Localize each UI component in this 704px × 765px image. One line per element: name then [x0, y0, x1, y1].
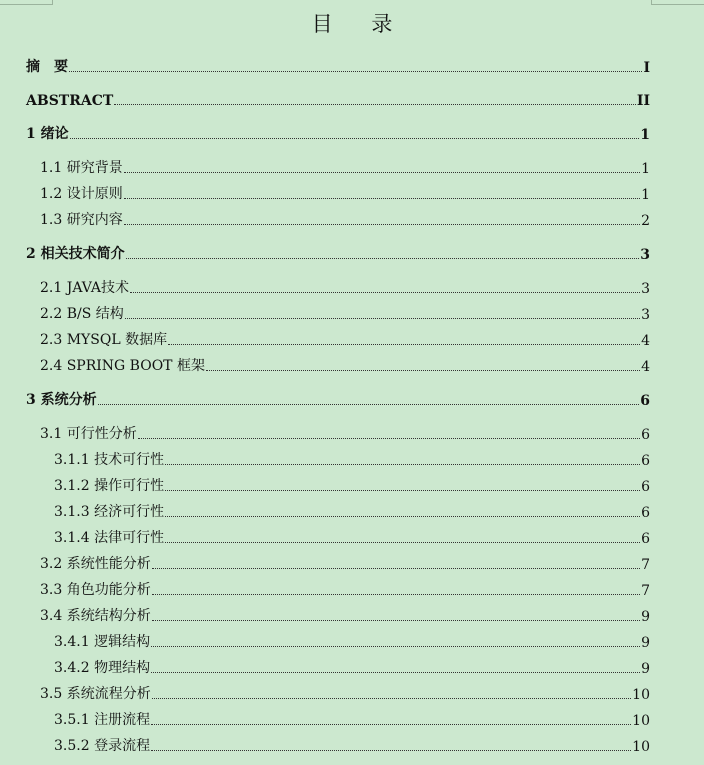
toc-page-number: 6 — [640, 393, 650, 409]
toc-title: 目 录 — [311, 12, 409, 36]
toc-entry-label: 3.1.4 法律可行性 — [54, 530, 165, 546]
toc-entry-label: 摘 要 — [26, 59, 68, 75]
toc-dot-leader — [152, 594, 640, 595]
toc-entry[interactable] — [54, 449, 650, 469]
toc-entry-label: 3.1 可行性分析 — [40, 426, 137, 442]
toc-page-number: 6 — [641, 427, 650, 443]
toc-entry-label: 1.3 研究内容 — [40, 212, 123, 228]
toc-entry-label: ABSTRACT — [26, 93, 114, 109]
toc-entry-label: 3.1.2 操作可行性 — [54, 478, 165, 494]
toc-page-number: 7 — [641, 583, 650, 599]
toc-entry-label: 3 系统分析 — [26, 392, 97, 408]
toc-page-number: 3 — [641, 307, 650, 323]
toc-page-number: 4 — [641, 359, 650, 375]
toc-dot-leader — [98, 404, 640, 405]
toc-entry[interactable] — [40, 683, 650, 703]
toc-entry-label: 2.2 B/S 结构 — [40, 306, 124, 322]
toc-entry[interactable] — [54, 657, 650, 677]
toc-page-number: 10 — [632, 687, 650, 703]
toc-entry[interactable] — [26, 56, 650, 76]
toc-dot-leader — [124, 172, 640, 173]
toc-page-number: 6 — [641, 453, 650, 469]
toc-dot-leader — [165, 542, 640, 543]
toc-dot-leader — [151, 750, 631, 751]
toc-entry-label: 3.3 角色功能分析 — [40, 582, 151, 598]
toc-entry-label: 3.4.2 物理结构 — [54, 660, 151, 676]
toc-page-number: 1 — [641, 187, 650, 203]
page-corner-mark — [651, 0, 704, 5]
toc-dot-leader — [70, 138, 640, 139]
toc-dot-leader — [151, 672, 640, 673]
toc-entry[interactable] — [54, 475, 650, 495]
page-corner-mark — [0, 0, 53, 5]
toc-entry-label: 3.5.1 注册流程 — [54, 712, 151, 728]
toc-page-number: II — [636, 93, 650, 109]
toc-dot-leader — [206, 370, 640, 371]
toc-page-number: 6 — [641, 505, 650, 521]
toc-page-number: 2 — [641, 213, 650, 229]
toc-dot-leader — [168, 344, 640, 345]
toc-entry[interactable] — [40, 579, 650, 599]
toc-entry[interactable] — [40, 423, 650, 443]
toc-entry-label: 2.4 SPRING BOOT 框架 — [40, 358, 205, 374]
toc-entry-label: 1 绪论 — [26, 126, 69, 142]
toc-entry[interactable] — [54, 527, 650, 547]
toc-page-number: 6 — [641, 479, 650, 495]
toc-page-number: 7 — [641, 557, 650, 573]
toc-entry[interactable] — [54, 501, 650, 521]
toc-entry-label: 2.3 MYSQL 数据库 — [40, 332, 168, 348]
toc-page-number: I — [643, 60, 650, 76]
toc-dot-leader — [130, 292, 640, 293]
toc-entry[interactable] — [40, 183, 650, 203]
toc-entry-label: 3.5 系统流程分析 — [40, 686, 151, 702]
toc-page-number: 10 — [632, 739, 650, 755]
toc-page-number: 3 — [640, 247, 650, 263]
toc-dot-leader — [126, 258, 640, 259]
toc-entry-label: 3.1.3 经济可行性 — [54, 504, 165, 520]
toc-entry[interactable] — [54, 631, 650, 651]
toc-dot-leader — [69, 71, 642, 72]
toc-dot-leader — [165, 464, 640, 465]
toc-entry-label: 3.1.1 技术可行性 — [54, 452, 165, 468]
toc-page-number: 6 — [641, 531, 650, 547]
toc-dot-leader — [152, 568, 640, 569]
toc-entry[interactable] — [40, 303, 650, 323]
toc-entry-label: 1.1 研究背景 — [40, 160, 123, 176]
toc-dot-leader — [152, 620, 640, 621]
toc-dot-leader — [125, 318, 640, 319]
toc-entry[interactable] — [26, 123, 650, 143]
toc-entry[interactable] — [40, 553, 650, 573]
toc-entry[interactable] — [26, 243, 650, 263]
toc-page-number: 1 — [641, 161, 650, 177]
toc-page-number: 1 — [640, 127, 650, 143]
toc-entry-label: 2 相关技术简介 — [26, 246, 125, 262]
toc-dot-leader — [124, 224, 640, 225]
toc-entry-label: 3.4 系统结构分析 — [40, 608, 151, 624]
toc-entry-label: 3.2 系统性能分析 — [40, 556, 151, 572]
toc-entry[interactable] — [40, 209, 650, 229]
toc-dot-leader — [165, 516, 640, 517]
toc-page-number: 9 — [641, 661, 650, 677]
toc-entry[interactable] — [54, 735, 650, 755]
toc-entry[interactable] — [40, 157, 650, 177]
toc-dot-leader — [165, 490, 640, 491]
toc-page-number: 9 — [641, 635, 650, 651]
toc-dot-leader — [138, 438, 640, 439]
toc-page-number: 9 — [641, 609, 650, 625]
toc-entry[interactable] — [40, 605, 650, 625]
toc-dot-leader — [151, 646, 640, 647]
toc-entry[interactable] — [26, 389, 650, 409]
toc-dot-leader — [124, 198, 640, 199]
toc-page-number: 4 — [641, 333, 650, 349]
toc-entry-label: 2.1 JAVA技术 — [40, 280, 130, 296]
toc-entry-label: 3.5.2 登录流程 — [54, 738, 151, 754]
toc-entry[interactable] — [40, 277, 650, 297]
toc-dot-leader — [114, 104, 636, 105]
toc-entry[interactable] — [54, 709, 650, 729]
toc-dot-leader — [152, 698, 631, 699]
toc-entry[interactable] — [26, 89, 650, 109]
toc-page-number: 3 — [641, 281, 650, 297]
toc-entry[interactable] — [40, 329, 650, 349]
toc-entry[interactable] — [40, 355, 650, 375]
toc-page-number: 10 — [632, 713, 650, 729]
toc-dot-leader — [151, 724, 631, 725]
toc-entry-label: 3.4.1 逻辑结构 — [54, 634, 151, 650]
toc-entry-label: 1.2 设计原则 — [40, 186, 123, 202]
